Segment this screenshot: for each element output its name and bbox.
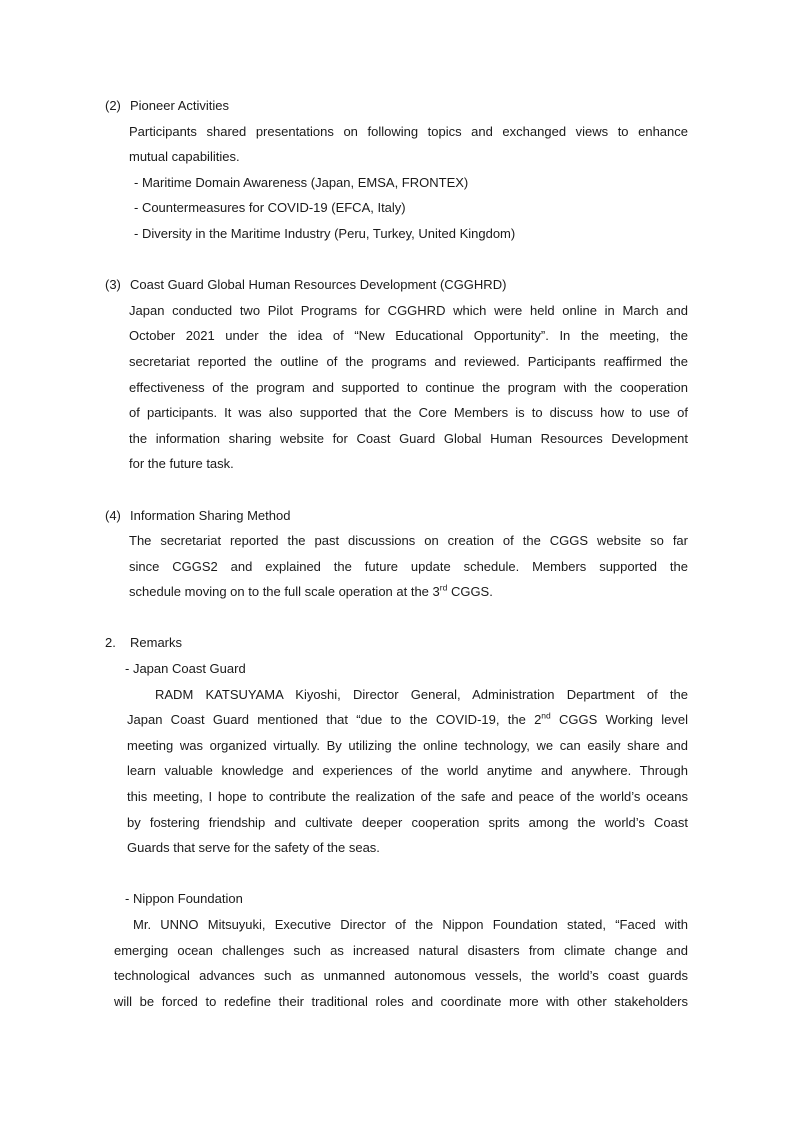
line-text: schedule moving on to the full scale operation at the 3 (129, 584, 440, 600)
section-number: (2) (105, 98, 121, 113)
paragraph-line: mutual capabilities. (129, 149, 240, 165)
remark-source-label: - Nippon Foundation (125, 891, 243, 907)
paragraph-line: of participants. It was also supported that the Core Members is to discuss how to use of (129, 405, 688, 421)
section-heading (105, 630, 688, 656)
section-remarks (105, 630, 688, 1014)
paragraph-line: since CGGS2 and explained the future update schedule. Members supported the (129, 558, 688, 574)
blank-line (105, 605, 688, 631)
section-heading (105, 93, 688, 119)
line-text: CGGS. (447, 584, 493, 600)
paragraph-line: this meeting, I hope to contribute the realization of the safe and peace of the world’s oceans (127, 789, 688, 805)
paragraph-line: learn valuable knowledge and experiences of the world anytime and anywhere. Through (127, 763, 688, 779)
paragraph-line (127, 707, 688, 733)
section-paragraph (129, 119, 688, 170)
paragraph-line: the information sharing website for Coast Guard Global Human Resources Development (129, 430, 688, 446)
remark-source-label: - Japan Coast Guard (125, 661, 246, 677)
section-heading (105, 503, 688, 529)
paragraph-line: October 2021 under the idea of “New Educational Opportunity”. In the meeting, the (129, 328, 688, 344)
section-information-sharing (105, 503, 688, 605)
paragraph-line: Participants shared presentations on following topics and exchanged views to enhance (129, 123, 688, 139)
paragraph-line: for the future task. (129, 456, 234, 472)
line-text: Japan Coast Guard mentioned that “due to the COVID-19, the 2 (127, 712, 542, 728)
remark-nippon-foundation (105, 886, 688, 1014)
paragraph-line: technological advances such as unmanned autonomous vessels, the world’s coast guards (114, 968, 688, 984)
blank-line (105, 861, 688, 887)
ordinal-superscript: rd (439, 582, 448, 593)
line-text: CGGS Working level (550, 712, 689, 728)
paragraph-line: The secretariat reported the past discussions on creation of the CGGS website so far (129, 533, 688, 549)
remark-japan-coast-guard (105, 656, 688, 861)
paragraph-line: Japan conducted two Pilot Programs for CGGHRD which were held online in March and (129, 302, 688, 318)
blank-line (105, 477, 688, 503)
section-pioneer-activities (105, 93, 688, 247)
remark-paragraph (127, 682, 688, 861)
remark-paragraph (114, 912, 688, 1014)
paragraph-line: will be forced to redefine their traditional roles and coordinate more with other stakeholders (114, 993, 688, 1009)
paragraph-line: RADM KATSUYAMA Kiyoshi, Director General, Administration Department of the (155, 686, 688, 702)
section-heading (105, 272, 688, 298)
section-paragraph (129, 528, 688, 605)
paragraph-line: effectiveness of the program and supported to continue the program with the cooperation (129, 379, 688, 395)
list-item: - Maritime Domain Awareness (Japan, EMSA, FRONTEX) (134, 174, 469, 190)
paragraph-line: emerging ocean challenges such as increased natural disasters from climate change and (114, 942, 688, 958)
paragraph-line: Guards that serve for the safety of the seas. (127, 840, 380, 856)
ordinal-superscript: nd (541, 710, 551, 721)
section-cgghrd (105, 272, 688, 477)
section-number: 2. (105, 635, 116, 651)
section-paragraph (129, 298, 688, 477)
section-title: Pioneer Activities (130, 98, 229, 113)
section-title: Coast Guard Global Human Resources Development (CGGHRD) (130, 277, 507, 293)
paragraph-line: meeting was organized virtually. By utilizing the online technology, we can easily share and (127, 737, 688, 753)
section-title: Information Sharing Method (130, 507, 291, 523)
paragraph-line: secretariat reported the outline of the programs and reviewed. Participants reaffirmed the (129, 353, 688, 369)
section-number: (3) (105, 277, 121, 293)
section-number: (4) (105, 507, 121, 523)
paragraph-line: by fostering friendship and cultivate deeper cooperation sprits among the world’s Coast (127, 814, 688, 830)
section-title: Remarks (130, 635, 183, 651)
list-item: - Countermeasures for COVID-19 (EFCA, Italy) (134, 200, 406, 216)
paragraph-line (129, 579, 688, 605)
paragraph-line: Mr. UNNO Mitsuyuki, Executive Director of the Nippon Foundation stated, “Faced with (133, 917, 688, 932)
blank-line (105, 247, 688, 273)
topic-list (134, 170, 688, 247)
list-item: - Diversity in the Maritime Industry (Peru, Turkey, United Kingdom) (134, 225, 516, 241)
